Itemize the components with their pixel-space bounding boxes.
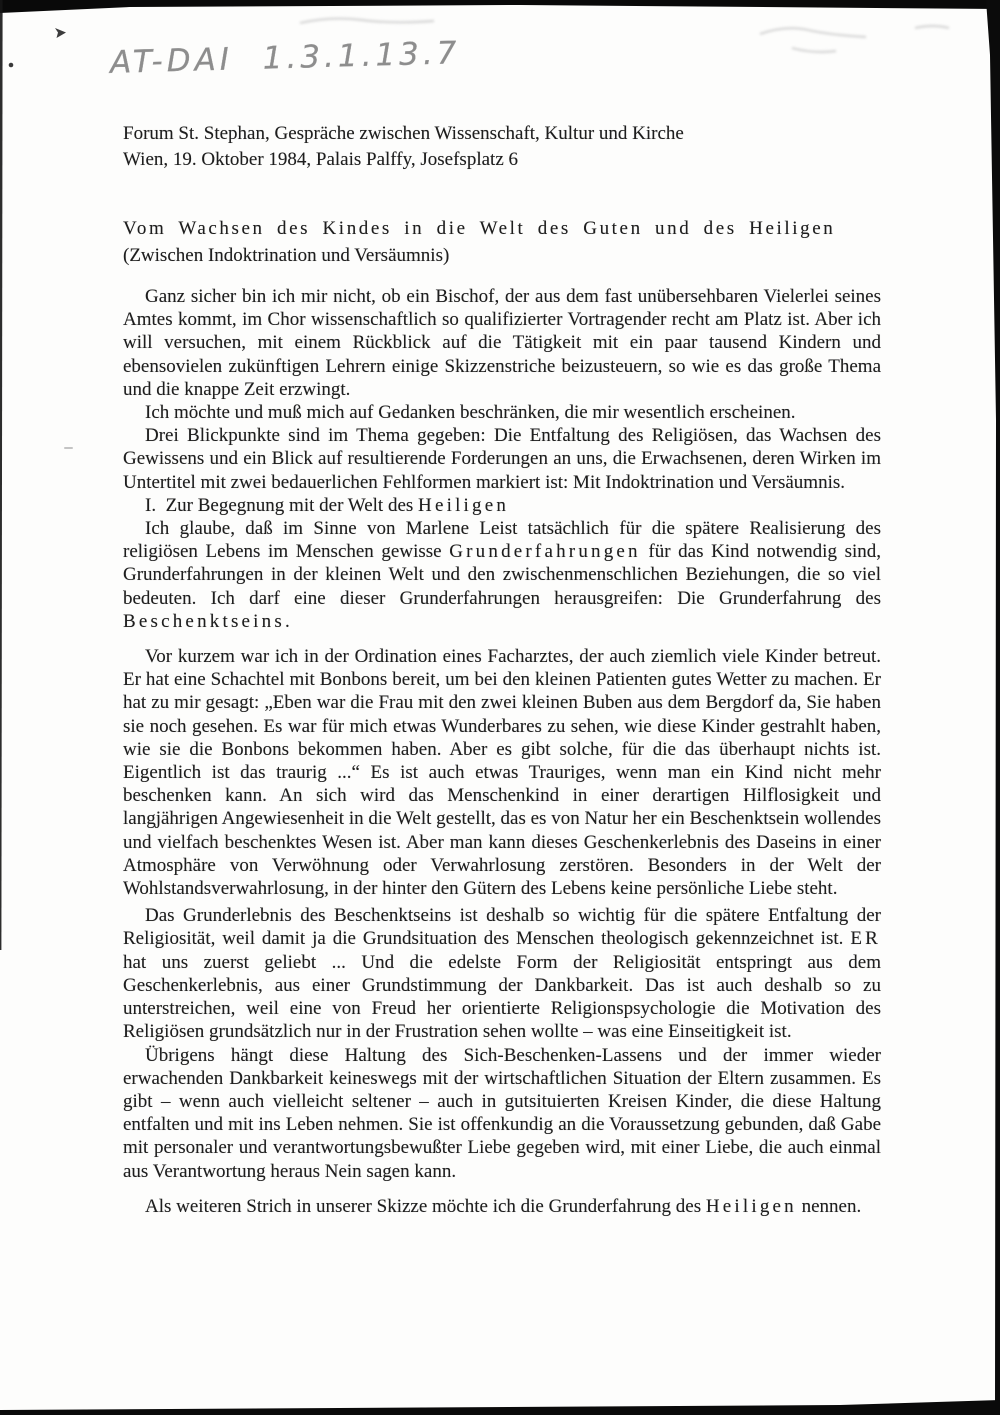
event-header <box>123 121 881 173</box>
letterspaced-word: Heiligen <box>705 1195 797 1217</box>
paragraph-segment: Als weiteren Strich in unserer Skizze möchte ich die Grunderfahrung des <box>145 1195 706 1217</box>
document-content <box>123 121 881 1218</box>
pencil-dash-mark <box>64 447 73 449</box>
paragraph: Drei Blickpunkte sind im Thema gegeben: Die Entfaltung des Religiösen, das Wachsen des Gewissens und ein Blick auf resultierende Forderungen an uns, die Erwachsenen, deren Wirken im Untertitel mit zwei bedauerlichen Fehlformen markiert ist: Mit Indoktrination und Versäumnis. <box>123 425 881 493</box>
scan-edge-bottom <box>0 1400 1000 1415</box>
paragraph: Ich möchte und muß mich auf Gedanken beschränken, die mir wesentlich erscheinen. <box>145 402 796 424</box>
letterspaced-word: Grunderfahrungen <box>449 541 641 563</box>
paragraph <box>123 1195 881 1218</box>
paragraph: Ganz sicher bin ich mir nicht, ob ein Bischof, der aus dem fast unübersehbaren Vielerlei seines Amtes kommt, im Chor wissenschaftlich so qualifizierter Vortragender recht am Platz ist. Aber ich will versuchen, mit einem Rückblick auf die Tätigkeit mit ein paar tausend Kindern und ebensovielen zukünftigen Lehrern einige Skizzenstriche beizusteuern, so wie es das große Thema und die knappe Zeit erzwingt. <box>123 286 881 400</box>
letterspaced-word: Beschenktseins <box>123 610 285 632</box>
paragraph: Übrigens hängt diese Haltung des Sich-Beschenken-Lassens und der immer wieder erwachenden Dankbarkeit keineswegs mit der wirtschaftlichen Situation der Eltern zusammen. Es gibt – wenn auch vielleicht seltener – auch in gutsituierten Kreisen Kinder, die diese Haltung entfalten und mit ins Leben nehmen. Sie ist offenkundig an die Voraussetzung gebunden, daß Gabe mit personaler und verantwortungsbewußter Liebe gegeben wird, mit einer Liebe, die auch einmal aus Verantwortung heraus Nein sagen kann. <box>123 1044 881 1182</box>
archive-reference-handwriting: AT-DAI 1.3.1.13.7 <box>109 35 461 81</box>
paragraph-segment: . <box>284 610 290 632</box>
pencil-smudge-top-right <box>760 28 866 37</box>
pencil-smudge-far-right <box>915 26 949 28</box>
letterspaced-word: ER <box>850 928 881 950</box>
document-subtitle: (Zwischen Indoktrination und Versäumnis) <box>123 245 450 266</box>
section-heading-text: I. Zur Begegnung mit der Welt des <box>145 494 419 516</box>
paragraph-segment: Das Grunderlebnis des Beschenktseins ist deshalb so wichtig für die spätere Entfaltung der Religiosität, weil damit ja die Grundsituation des Menschen theologisch gekennzeichnet ist. <box>123 905 881 950</box>
scan-edge-left <box>0 0 3 950</box>
scan-edge-top <box>0 0 1000 13</box>
paragraph-segment: nennen. <box>796 1195 862 1217</box>
paragraph-segment: für das Kind notwendig sind, Grunderfahrungen in der kleinen Welt und den zwischenmenschlichen Beziehungen, die so viel bedeuten. Ich darf eine dieser Grunderfahrungen herausgreifen: Die Grunderfahrung des <box>123 541 881 609</box>
pencil-arrow-mark <box>55 28 66 38</box>
paragraph: Vor kurzem war ich in der Ordination eines Facharztes, der auch ziemlich viele Kinder betreut. Er hat eine Schachtel mit Bonbons bereit, um bei den kleinen Patienten gutes Wetter zu machen. Er hat zu mir gesagt: „Eben war die Frau mit den zwei kleinen Buben aus dem Bergdorf da, Sie haben sie noch gesehen. Es war für mich etwas Wunderbares zu sehen, wie diese Kinder gestrahlt haben, wie sie die Bonbons bekommen haben. Aber es gibt solche, für die das überhaupt nichts ist. Eigentlich ist das traurig ...“ Es ist auch etwas Trauriges, wenn man ein Kind nicht mehr beschenken kann. An sich wird das Menschenkind in einer derartigen Hilflosigkeit und langjährigen Angewiesenheit in die Welt gestellt, das es von Natur her ein Beschenktsein wollendes und vielfach beschenktes Wesen ist. Aber man kann dieses Geschenkerlebnis des Daseins in einer Atmosphäre von Verwöhnung oder Verwahrlosung zerstören. Besonders in der Welt der Wohlstandsverwahrlosung, in der hinter den Gütern des Lebens keine persönliche Liebe steht. <box>123 646 881 900</box>
paragraph <box>123 904 881 1043</box>
event-header-line1: Forum St. Stephan, Gespräche zwischen Wissenschaft, Kultur und Kirche <box>123 123 684 144</box>
pencil-dot-mark <box>9 63 14 68</box>
document-title-block <box>123 215 881 269</box>
letterspaced-word: Heiligen <box>418 494 510 516</box>
event-header-line2: Wien, 19. Oktober 1984, Palais Palffy, Josefsplatz 6 <box>123 149 519 170</box>
paragraph-segment: Ich glaube, daß im Sinne von Marlene Leist tatsächlich für die spätere Realisierung des religiösen Lebens im Menschen gewisse <box>123 518 881 563</box>
section-heading <box>123 494 881 517</box>
scan-edge-right <box>986 0 1000 1415</box>
paragraph-segment: hat uns zuerst geliebt ... Und die edelste Form der Religiosität entspringt aus dem Geschenkerlebnis, aus einer Grundstimmung der Dankbarkeit. Das ist auch deshalb so zu unterstreichen, weil eine von Freud her orientierte Religionspsychologie die Motivation des Religiösen grundsätzlich nur in der Frustration sehen wollte – was eine Einseitigkeit ist. <box>123 951 881 1043</box>
pencil-smudge-top-center <box>300 19 434 23</box>
paragraph <box>123 517 881 633</box>
pencil-smudge-top-right-2 <box>792 48 836 52</box>
document-title: Vom Wachsen des Kindes in die Welt des Guten und des Heiligen <box>123 218 836 239</box>
